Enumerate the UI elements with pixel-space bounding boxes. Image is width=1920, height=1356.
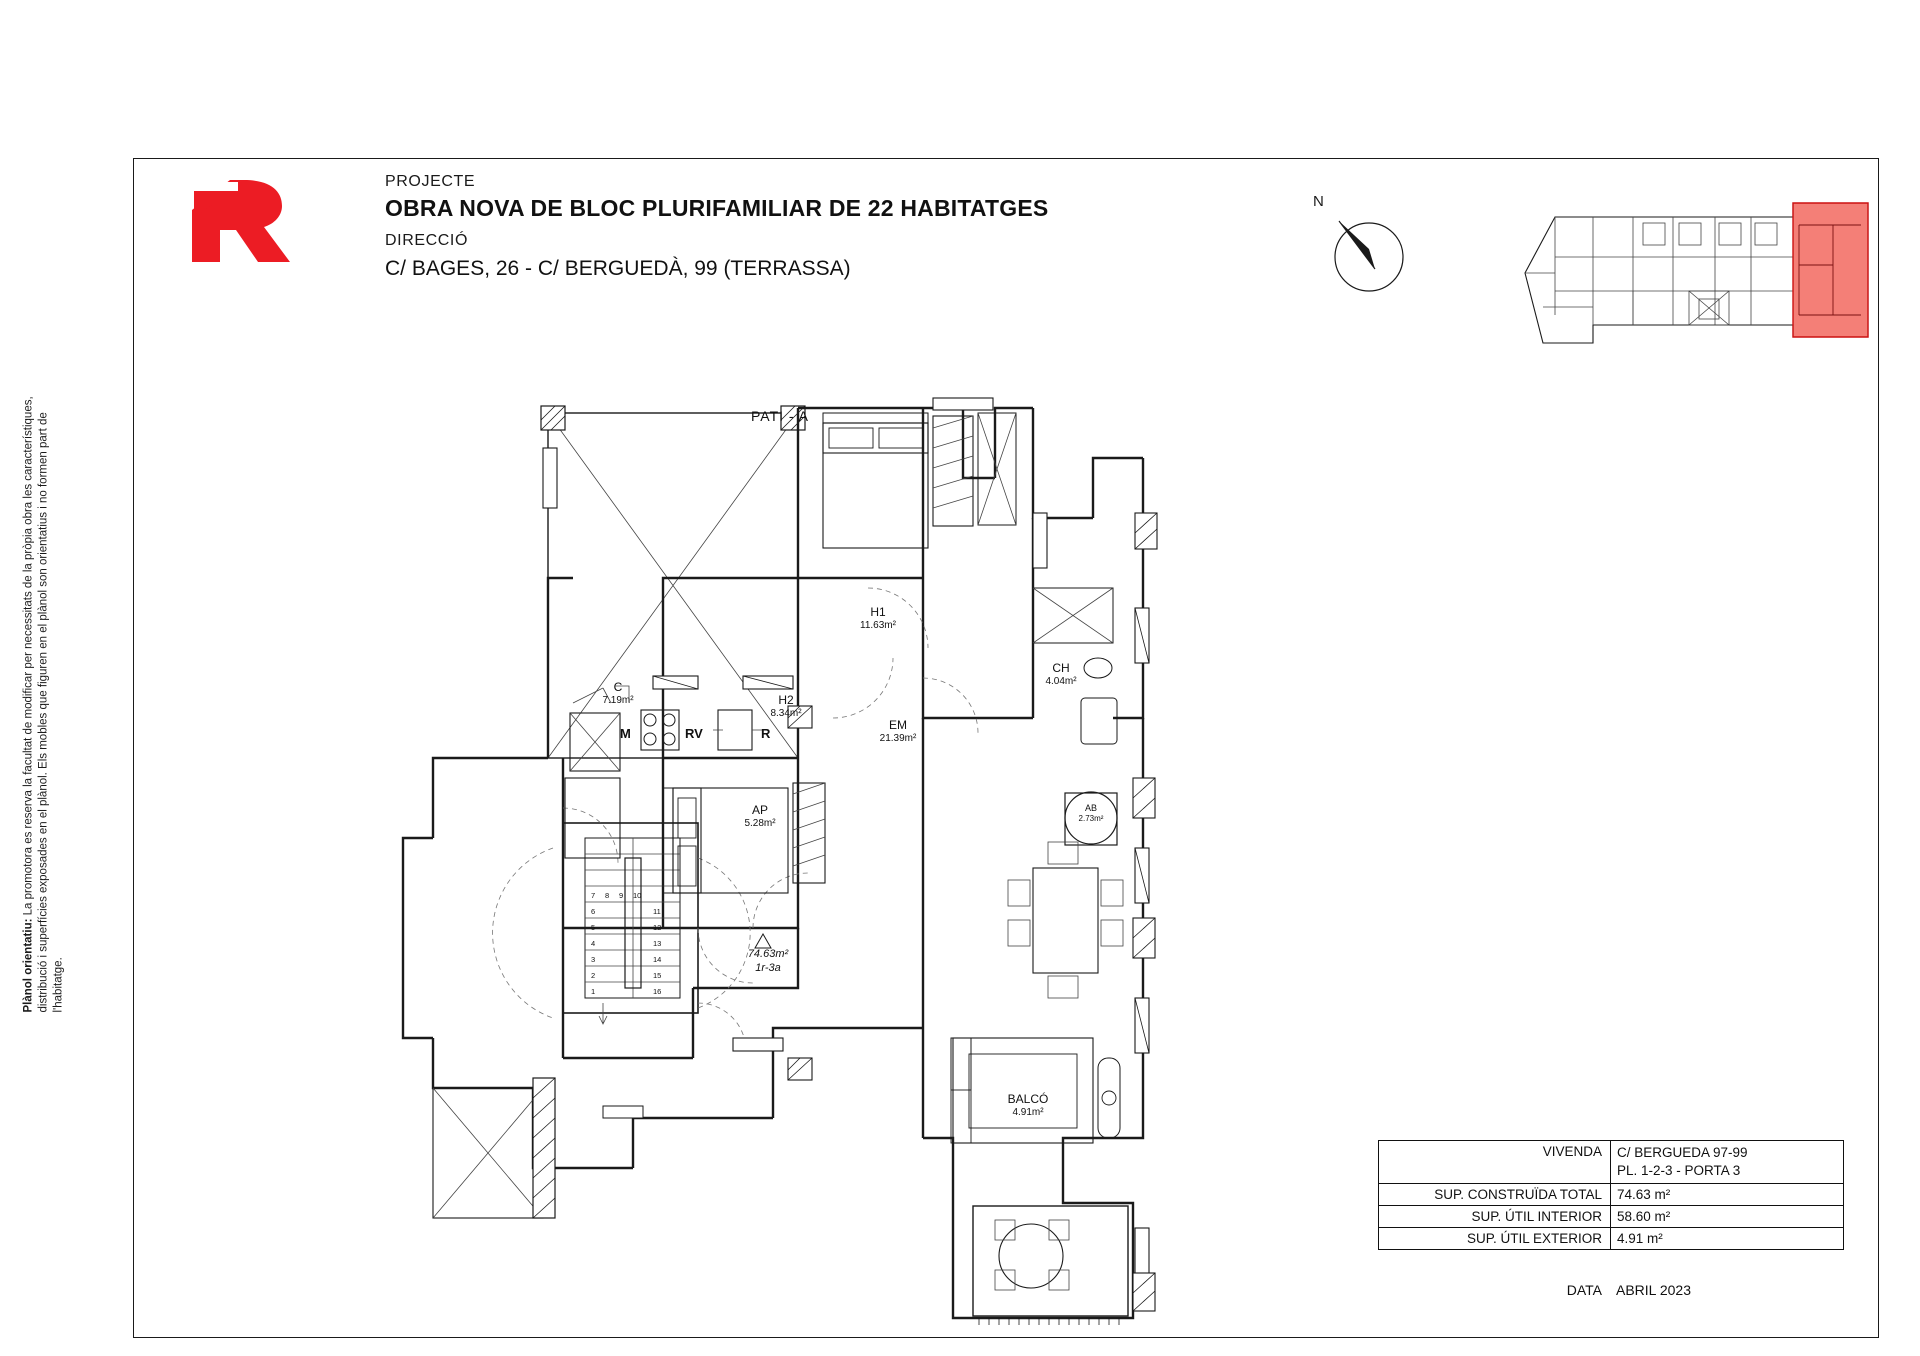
util-interior-label: SUP. ÚTIL INTERIOR (1379, 1206, 1611, 1227)
svg-text:10: 10 (633, 891, 642, 900)
svg-text:8: 8 (605, 891, 610, 900)
direccio-value: C/ BAGES, 26 - C/ BERGUEDÀ, 99 (TERRASSA) (385, 257, 851, 280)
lower-left-terrace (433, 1078, 643, 1218)
title-row-util-exterior (1379, 1228, 1843, 1249)
svg-text:16: 16 (653, 987, 662, 996)
staircase (493, 823, 751, 1024)
date-label: DATA (1566, 1282, 1602, 1298)
orientation-disclaimer (22, 393, 67, 1013)
pillars (788, 513, 1157, 1311)
svg-text:9: 9 (619, 891, 624, 900)
svg-text:1: 1 (591, 987, 596, 996)
disclaimer-prefix: Plànol orientatiu: (22, 918, 35, 1013)
room-label-balco: BALCÓ 4.91m² (1007, 1092, 1049, 1118)
room-label-ap: AP 5.28m² (744, 803, 776, 829)
room-label-h2: H2 8.34m² (770, 693, 802, 719)
north-letter: N (1313, 193, 1324, 210)
title-row-construida (1379, 1184, 1843, 1206)
vivenda-value (1611, 1141, 1843, 1183)
vivenda-label: VIVENDA (1379, 1141, 1611, 1183)
util-exterior-label: SUP. ÚTIL EXTERIOR (1379, 1228, 1611, 1249)
svg-text:5: 5 (591, 923, 596, 932)
svg-text:2: 2 (591, 971, 596, 980)
bedroom1-furniture (823, 413, 1016, 548)
disclaimer-text: La promotora es reserva la facultat de modificar per necessitats de la pròpia obra les característiques, distribució i superfícies exposades en el plànol. Els mobles que figuren en el plànol son orientatius i no formen part de l'habitatge. (22, 396, 65, 1013)
balcony (973, 1206, 1131, 1325)
room-label-h1: H1 11.63m² (860, 605, 896, 631)
svg-text:7: 7 (591, 891, 596, 900)
svg-text:12: 12 (653, 923, 662, 932)
kitchen-tag-rv: RV (685, 726, 703, 741)
title-block (1378, 1140, 1844, 1250)
svg-text:13: 13 (653, 939, 662, 948)
vivenda-value-line1: C/ BERGUEDA 97-99 (1617, 1145, 1748, 1160)
construida-label: SUP. CONSTRUÏDA TOTAL (1379, 1184, 1611, 1205)
construida-value: 74.63 m² (1617, 1187, 1671, 1202)
projecte-label: PROJECTE (385, 173, 476, 190)
title-row-util-interior (1379, 1206, 1843, 1228)
svg-text:6: 6 (591, 907, 596, 916)
room-label-ch: CH 4.04m² (1045, 661, 1077, 687)
svg-text:3: 3 (591, 955, 596, 964)
room-label-em: EM 21.39m² (879, 718, 917, 744)
date-value: ABRIL 2023 (1616, 1282, 1691, 1298)
util-interior-value: 58.60 m² (1617, 1209, 1671, 1224)
bedroom2-furniture (663, 783, 825, 893)
title-row-vivenda (1379, 1141, 1843, 1184)
total-area-tag: 74.63m² 1r-3a (747, 948, 789, 974)
vivenda-value-line2: PL. 1-2-3 - PORTA 3 (1617, 1163, 1741, 1178)
svg-text:11: 11 (653, 907, 661, 916)
direccio-label: DIRECCIÓ (385, 232, 469, 249)
kitchen-tag-r: R (761, 726, 771, 741)
util-exterior-value: 4.91 m² (1617, 1231, 1663, 1246)
room-label-pati: PATI - A (750, 408, 810, 424)
projecte-title: OBRA NOVA DE BLOC PLURIFAMILIAR DE 22 HABITATGES (385, 195, 1049, 221)
room-label-ab: AB 2.73m² (1078, 803, 1104, 824)
svg-text:14: 14 (653, 955, 662, 964)
kitchen-tag-m: M (620, 726, 631, 741)
svg-text:4: 4 (591, 939, 596, 948)
date-row (1378, 1282, 1844, 1298)
room-label-c: C 7.19m² (602, 680, 634, 706)
svg-text:15: 15 (653, 971, 662, 980)
total-area-marker (755, 934, 771, 948)
